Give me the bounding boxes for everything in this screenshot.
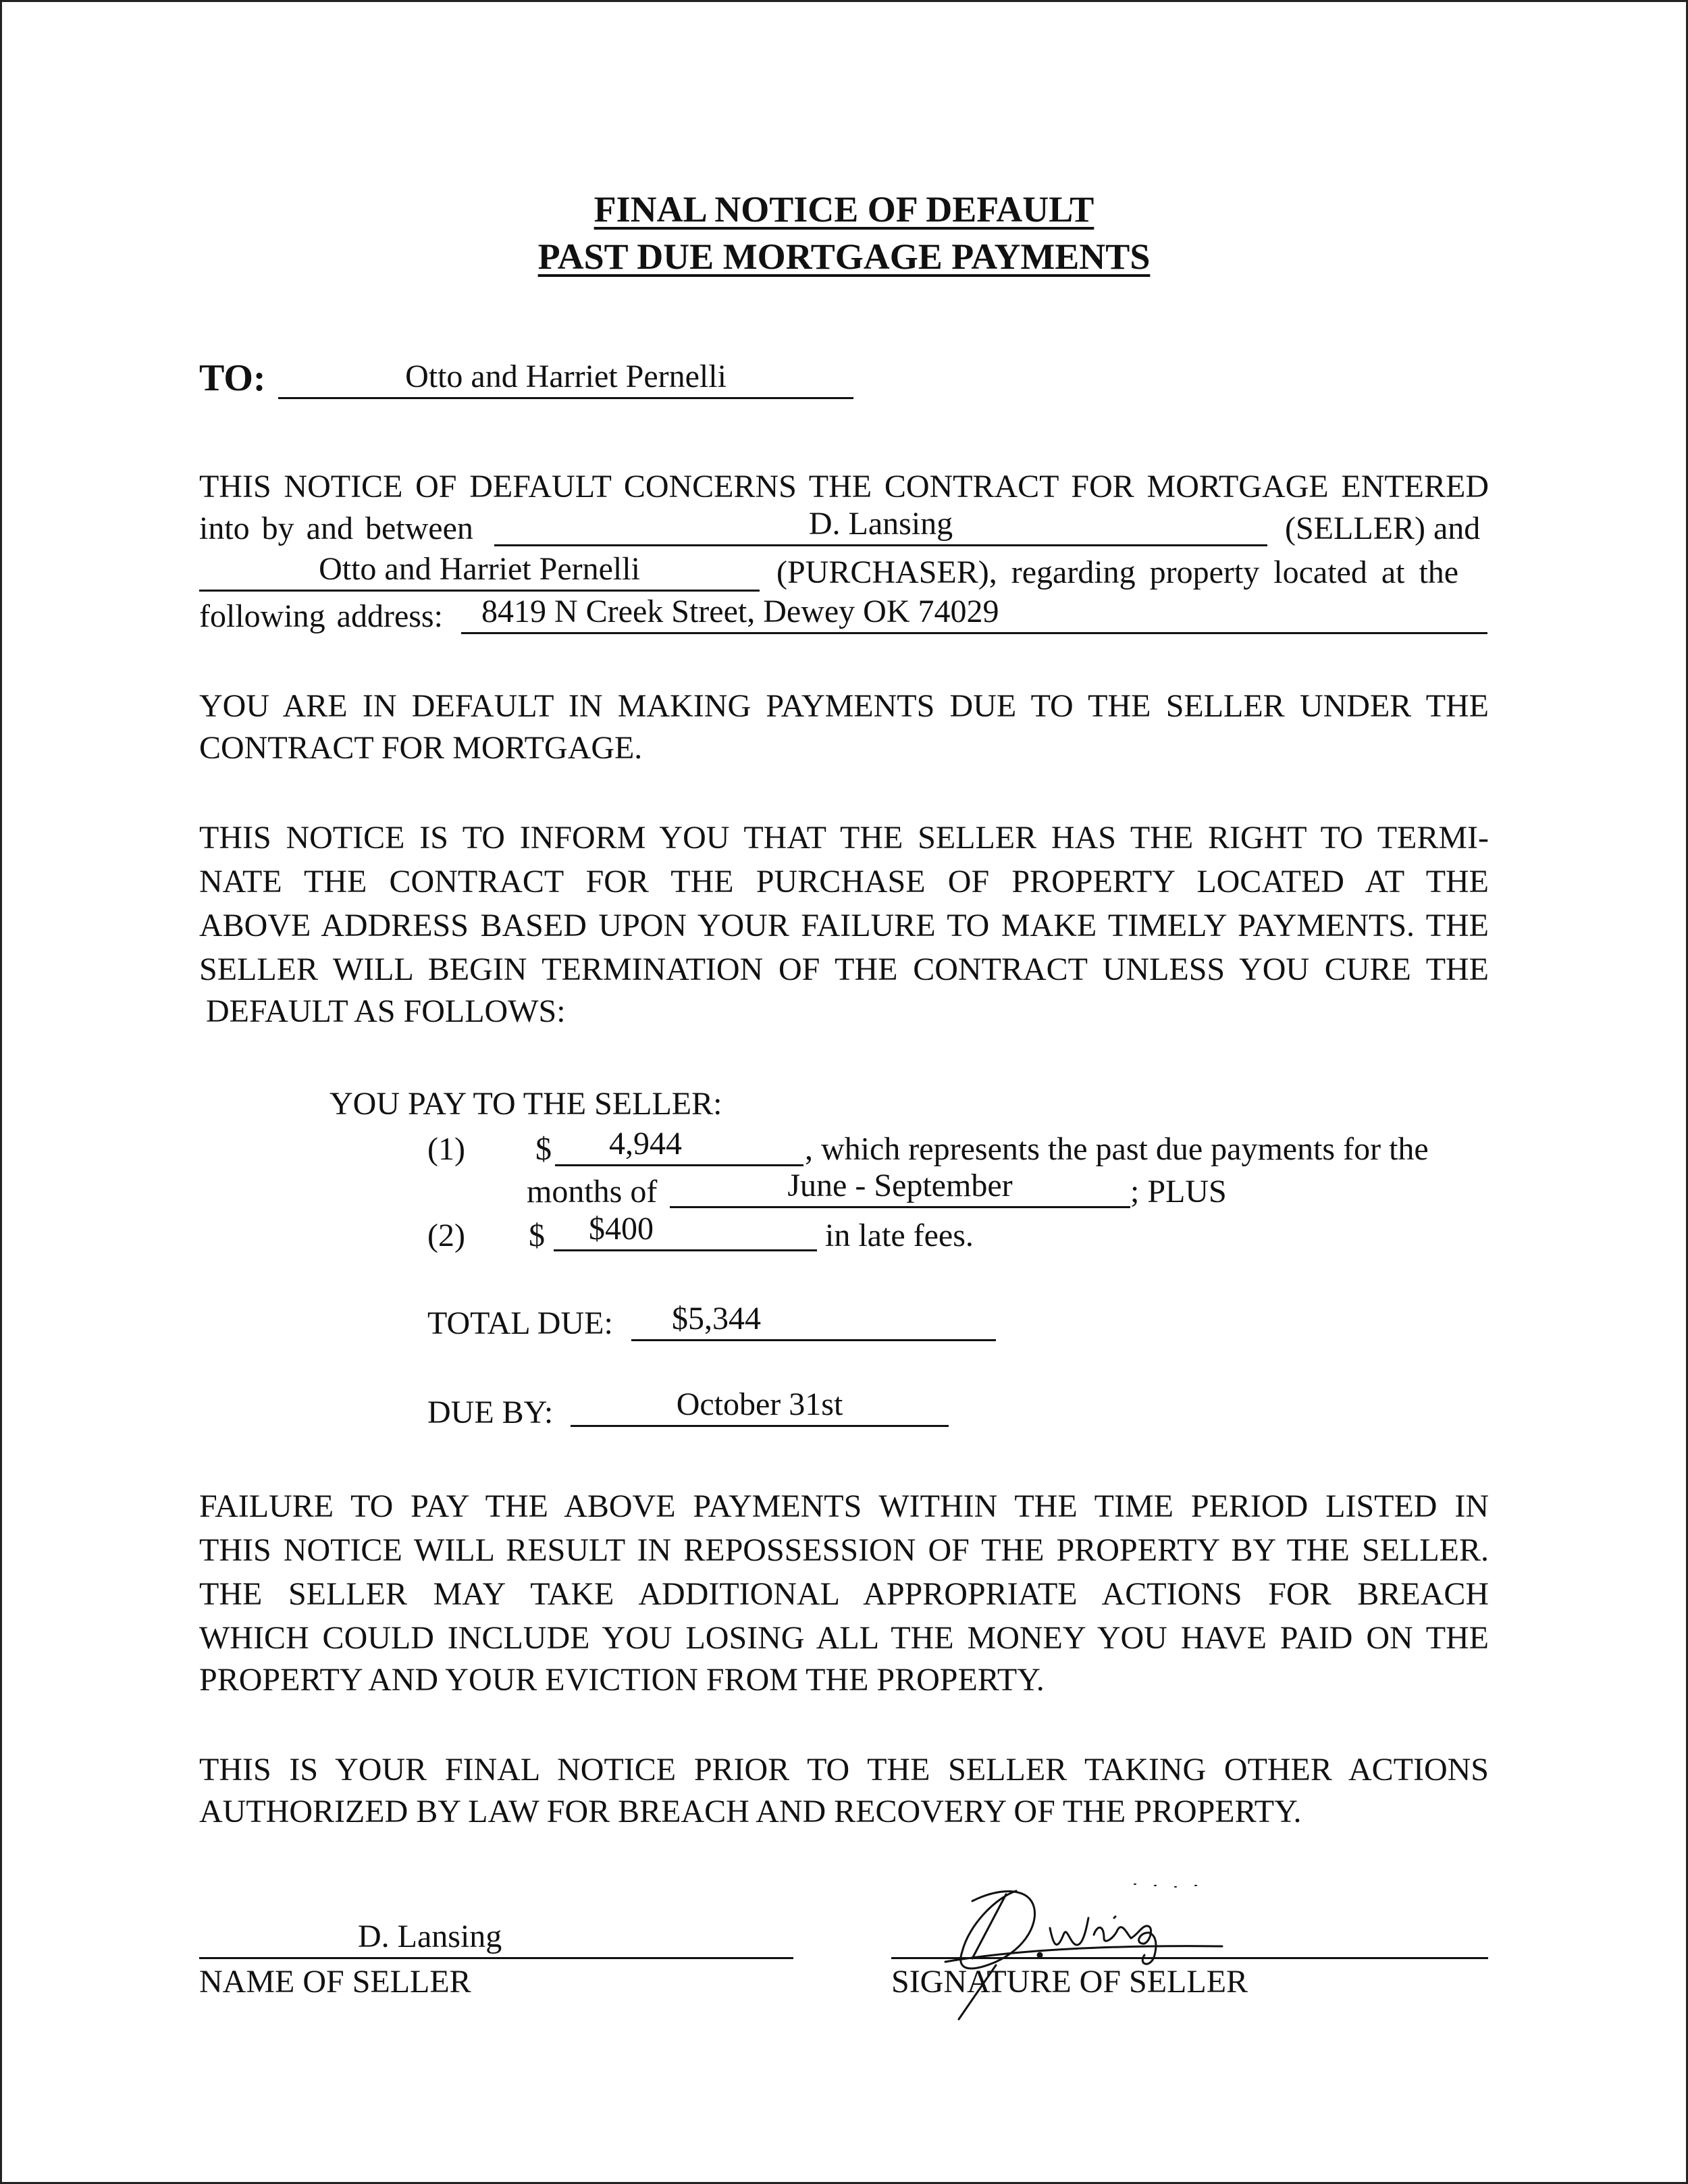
total-due-label: TOTAL DUE:	[427, 1305, 613, 1341]
failure-line-5: PROPERTY AND YOUR EVICTION FROM THE PROPERTY.	[199, 1662, 1045, 1698]
failure-line-4: WHICH COULD INCLUDE YOU LOSING ALL THE MONEY YOU HAVE PAID ON THE	[199, 1620, 1489, 1656]
purchaser-field[interactable]: Otto and Harriet Pernelli	[199, 549, 760, 592]
past-due-amount-field[interactable]: 4,944	[555, 1124, 803, 1166]
item1-text: , which represents the past due payments for the	[805, 1131, 1429, 1167]
item1-dollar: $	[535, 1131, 552, 1167]
seller-name-label: NAME OF SELLER	[199, 1964, 471, 2000]
failure-line-3: THE SELLER MAY TAKE ADDITIONAL APPROPRIATE ACTIONS FOR BREACH	[199, 1576, 1489, 1612]
months-field[interactable]: June - September	[670, 1166, 1130, 1208]
title-line-1: FINAL NOTICE OF DEFAULT	[594, 189, 1094, 230]
due-by-field[interactable]: October 31st	[571, 1384, 949, 1427]
months-suffix: ; PLUS	[1130, 1174, 1227, 1210]
failure-line-1: FAILURE TO PAY THE ABOVE PAYMENTS WITHIN THE TIME PERIOD LISTED IN	[199, 1488, 1489, 1524]
inform-line-5: DEFAULT AS FOLLOWS:	[206, 993, 566, 1029]
seller-name-field[interactable]: D. Lansing	[199, 1917, 793, 1959]
default-line-1: YOU ARE IN DEFAULT IN MAKING PAYMENTS DUE TO THE SELLER UNDER THE	[199, 688, 1489, 724]
total-due-field[interactable]: $5,344	[631, 1299, 996, 1341]
into-by-label: into by and between	[199, 511, 473, 546]
item2-number: (2)	[427, 1218, 465, 1253]
to-label: TO:	[199, 357, 266, 399]
address-label: following address:	[199, 598, 443, 634]
signature-label: SIGNATURE OF SELLER	[891, 1964, 1248, 2000]
item2-dollar: $	[529, 1218, 545, 1253]
title-line-2: PAST DUE MORTGAGE PAYMENTS	[537, 236, 1151, 277]
failure-line-2: THIS NOTICE WILL RESULT IN REPOSSESSION OF THE PROPERTY BY THE SELLER.	[199, 1532, 1489, 1568]
address-field[interactable]: 8419 N Creek Street, Dewey OK 74029	[461, 592, 1487, 634]
inform-line-4: SELLER WILL BEGIN TERMINATION OF THE CONTRACT UNLESS YOU CURE THE	[199, 952, 1489, 987]
payment-heading: YOU PAY TO THE SELLER:	[329, 1086, 722, 1122]
item2-text: in late fees.	[825, 1218, 974, 1253]
months-label: months of	[527, 1174, 658, 1210]
to-field[interactable]: Otto and Harriet Pernelli	[278, 357, 853, 399]
seller-suffix: (SELLER) and	[1285, 511, 1481, 546]
seller-field[interactable]: D. Lansing	[494, 504, 1267, 546]
item1-number: (1)	[427, 1131, 465, 1167]
final-line-1: THIS IS YOUR FINAL NOTICE PRIOR TO THE SELLER TAKING OTHER ACTIONS	[199, 1752, 1489, 1788]
default-line-2: CONTRACT FOR MORTGAGE.	[199, 730, 643, 766]
inform-line-1: THIS NOTICE IS TO INFORM YOU THAT THE SELLER HAS THE RIGHT TO TERMI-	[199, 820, 1489, 856]
signature-image	[932, 1871, 1242, 2033]
due-by-label: DUE BY:	[427, 1395, 554, 1430]
inform-line-2: NATE THE CONTRACT FOR THE PURCHASE OF PROPERTY LOCATED AT THE	[199, 864, 1489, 900]
inform-line-3: ABOVE ADDRESS BASED UPON YOUR FAILURE TO MAKE TIMELY PAYMENTS. THE	[199, 908, 1489, 943]
late-fees-field[interactable]: $400	[554, 1209, 817, 1251]
contract-line-1: THIS NOTICE OF DEFAULT CONCERNS THE CONTRACT FOR MORTGAGE ENTERED	[199, 469, 1489, 504]
purchaser-suffix: (PURCHASER), regarding property located at the	[776, 554, 1459, 590]
final-line-2: AUTHORIZED BY LAW FOR BREACH AND RECOVERY OF THE PROPERTY.	[199, 1794, 1302, 1829]
